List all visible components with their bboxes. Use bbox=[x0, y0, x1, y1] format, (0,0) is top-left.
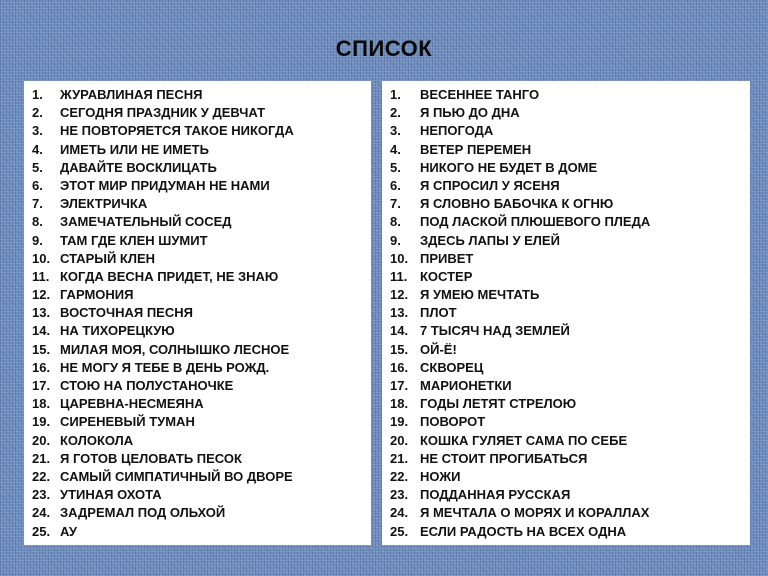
list-item-number: 9. bbox=[390, 232, 401, 248]
list-item bbox=[382, 304, 750, 322]
list-item-number: 11. bbox=[390, 268, 408, 284]
list-item-title: ПОД ЛАСКОЙ ПЛЮШЕВОГО ПЛЕДА bbox=[420, 214, 651, 230]
list-item-number: 19. bbox=[390, 414, 409, 430]
list-item-number: 22. bbox=[390, 468, 409, 484]
list-item-number: 21. bbox=[390, 450, 409, 466]
list-item bbox=[24, 359, 371, 377]
list-item-title: ВОСТОЧНАЯ ПЕСНЯ bbox=[60, 305, 193, 321]
list-item bbox=[24, 268, 371, 286]
list-item-title: ЗДЕСЬ ЛАПЫ У ЕЛЕЙ bbox=[420, 232, 560, 248]
list-item-title: КОШКА ГУЛЯЕТ САМА ПО СЕБЕ bbox=[420, 432, 628, 448]
list-item-number: 13. bbox=[390, 305, 409, 321]
list-item-title: ПОДДАННАЯ РУССКАЯ bbox=[420, 487, 571, 503]
list-item-number: 4. bbox=[32, 141, 43, 157]
list-item-number: 16. bbox=[390, 359, 409, 375]
list-item-number: 24. bbox=[390, 505, 409, 521]
list-item-number: 16. bbox=[32, 359, 51, 375]
list-item-number: 5. bbox=[32, 159, 43, 175]
list-item bbox=[24, 250, 371, 268]
list-item bbox=[24, 304, 371, 322]
list-item bbox=[24, 122, 371, 140]
list-item-number: 18. bbox=[32, 396, 51, 412]
list-item-number: 13. bbox=[32, 305, 51, 321]
list-item-number: 8. bbox=[32, 214, 43, 230]
list-item bbox=[24, 141, 371, 159]
list-item-number: 17. bbox=[32, 378, 51, 393]
list-item-number: 11. bbox=[32, 268, 50, 284]
list-item-number: 22. bbox=[32, 468, 51, 484]
list-item bbox=[382, 450, 750, 468]
list-item-number: 21. bbox=[32, 450, 51, 466]
list-item-number: 15. bbox=[32, 341, 51, 357]
list-item-title: ЕСЛИ РАДОСТЬ НА ВСЕХ ОДНА bbox=[420, 523, 627, 539]
list-item-number: 18. bbox=[390, 396, 409, 412]
list-item-number: 19. bbox=[32, 414, 51, 430]
list-item bbox=[24, 468, 371, 486]
list-item-title: СТОЮ НА ПОЛУСТАНОЧКЕ bbox=[60, 378, 234, 393]
list-item-title: АУ bbox=[60, 523, 77, 539]
list-item-number: 5. bbox=[390, 159, 401, 175]
list-item-number: 20. bbox=[390, 432, 409, 448]
list-item-number: 24. bbox=[32, 505, 51, 521]
left-song-list-panel bbox=[24, 81, 371, 545]
list-item bbox=[24, 377, 371, 395]
list-item-title: ОЙ-Ё! bbox=[420, 341, 457, 357]
list-item bbox=[24, 322, 371, 340]
list-item bbox=[24, 413, 371, 431]
list-item bbox=[382, 232, 750, 250]
list-item bbox=[24, 159, 371, 177]
list-item bbox=[24, 523, 371, 541]
list-item-number: 9. bbox=[32, 232, 43, 248]
list-item-title: СКВОРЕЦ bbox=[420, 359, 484, 375]
list-item-number: 1. bbox=[32, 87, 43, 102]
list-item bbox=[382, 86, 750, 104]
list-item-title: Я МЕЧТАЛА О МОРЯХ И КОРАЛЛАХ bbox=[420, 505, 650, 521]
list-item-number: 7. bbox=[32, 196, 43, 212]
list-item bbox=[24, 486, 371, 504]
list-item-number: 15. bbox=[390, 341, 409, 357]
list-item bbox=[382, 395, 750, 413]
list-item-title: СИРЕНЕВЫЙ ТУМАН bbox=[60, 414, 195, 430]
list-item-title: 7 ТЫСЯЧ НАД ЗЕМЛЕЙ bbox=[420, 323, 570, 339]
list-item-number: 2. bbox=[390, 105, 401, 121]
list-item-number: 25. bbox=[32, 523, 51, 539]
list-item-title: ТАМ ГДЕ КЛЕН ШУМИТ bbox=[60, 232, 208, 248]
list-item-title: ПОВОРОТ bbox=[420, 414, 486, 430]
list-item bbox=[382, 286, 750, 304]
list-item bbox=[382, 377, 750, 395]
list-item-number: 14. bbox=[390, 323, 409, 339]
list-item bbox=[382, 523, 750, 541]
list-item bbox=[382, 322, 750, 340]
list-item-title: ГОДЫ ЛЕТЯТ СТРЕЛОЮ bbox=[420, 396, 577, 412]
list-item bbox=[24, 213, 371, 231]
list-item-number: 10. bbox=[390, 250, 409, 266]
list-item-title: УТИНАЯ ОХОТА bbox=[60, 487, 162, 503]
list-item-title: НОЖИ bbox=[420, 468, 461, 484]
list-item-number: 4. bbox=[390, 141, 401, 157]
list-item-number: 20. bbox=[32, 432, 51, 448]
list-item-title: СЕГОДНЯ ПРАЗДНИК У ДЕВЧАТ bbox=[60, 105, 266, 121]
list-item-number: 6. bbox=[32, 177, 43, 193]
list-item bbox=[382, 468, 750, 486]
list-item bbox=[24, 432, 371, 450]
list-item bbox=[382, 359, 750, 377]
list-item-title: ЭТОТ МИР ПРИДУМАН НЕ НАМИ bbox=[60, 177, 270, 193]
list-item-number: 6. bbox=[390, 177, 401, 193]
list-item bbox=[24, 341, 371, 359]
list-item-title: ДАВАЙТЕ ВОСКЛИЦАТЬ bbox=[60, 159, 217, 175]
list-item-number: 23. bbox=[32, 487, 51, 503]
list-item-title: НЕ СТОИТ ПРОГИБАТЬСЯ bbox=[420, 450, 588, 466]
list-item-title: ЗАДРЕМАЛ ПОД ОЛЬХОЙ bbox=[60, 505, 226, 521]
list-item bbox=[24, 395, 371, 413]
list-item-title: НЕПОГОДА bbox=[420, 123, 494, 139]
list-item-title: ЖУРАВЛИНАЯ ПЕСНЯ bbox=[60, 87, 203, 102]
list-item-title: ВЕСЕННЕЕ ТАНГО bbox=[420, 87, 540, 102]
list-item-title: Я СЛОВНО БАБОЧКА К ОГНЮ bbox=[420, 196, 614, 212]
list-item-number: 3. bbox=[32, 123, 43, 139]
list-item-title: ПЛОТ bbox=[420, 305, 457, 321]
right-song-list bbox=[382, 86, 750, 541]
list-item-title: КОЛОКОЛА bbox=[60, 432, 134, 448]
list-item-number: 7. bbox=[390, 196, 401, 212]
list-item bbox=[24, 504, 371, 522]
list-item-number: 3. bbox=[390, 123, 401, 139]
list-item bbox=[24, 86, 371, 104]
list-item-title: ЗАМЕЧАТЕЛЬНЫЙ СОСЕД bbox=[60, 214, 232, 230]
list-item-number: 14. bbox=[32, 323, 51, 339]
list-item bbox=[382, 486, 750, 504]
list-item-number: 8. bbox=[390, 214, 401, 230]
list-item-number: 2. bbox=[32, 105, 43, 121]
list-item bbox=[24, 195, 371, 213]
list-item-title: НЕ МОГУ Я ТЕБЕ В ДЕНЬ РОЖД. bbox=[60, 359, 270, 375]
list-item-number: 12. bbox=[32, 287, 51, 303]
list-item-title: ПРИВЕТ bbox=[420, 250, 474, 266]
list-item-title: Я ПЬЮ ДО ДНА bbox=[420, 105, 520, 121]
list-item bbox=[382, 504, 750, 522]
list-item-title: ГАРМОНИЯ bbox=[60, 287, 134, 303]
list-item bbox=[382, 122, 750, 140]
list-item-title: Я УМЕЮ МЕЧТАТЬ bbox=[420, 287, 540, 303]
list-item-title: НИКОГО НЕ БУДЕТ В ДОМЕ bbox=[420, 159, 598, 175]
list-item-title: Я ГОТОВ ЦЕЛОВАТЬ ПЕСОК bbox=[60, 450, 242, 466]
left-song-list bbox=[24, 86, 371, 541]
list-item bbox=[382, 268, 750, 286]
list-item-title: НА ТИХОРЕЦКУЮ bbox=[60, 323, 175, 339]
list-item-title: МИЛАЯ МОЯ, СОЛНЫШКО ЛЕСНОЕ bbox=[60, 341, 290, 357]
list-item bbox=[24, 104, 371, 122]
list-item bbox=[382, 432, 750, 450]
list-item bbox=[382, 195, 750, 213]
list-item-title: СТАРЫЙ КЛЕН bbox=[60, 250, 156, 266]
page-title: СПИСОК bbox=[335, 36, 433, 61]
list-item-title: Я СПРОСИЛ У ЯСЕНЯ bbox=[420, 177, 560, 193]
right-song-list-panel bbox=[382, 81, 750, 545]
list-item-title: ЦАРЕВНА-НЕСМЕЯНА bbox=[60, 396, 204, 412]
list-item-title: НЕ ПОВТОРЯЕТСЯ ТАКОЕ НИКОГДА bbox=[60, 123, 294, 139]
list-item bbox=[382, 250, 750, 268]
list-item bbox=[382, 213, 750, 231]
list-item bbox=[382, 341, 750, 359]
list-item bbox=[382, 159, 750, 177]
list-item-number: 1. bbox=[390, 87, 401, 102]
list-item-number: 25. bbox=[390, 523, 409, 539]
list-item bbox=[24, 450, 371, 468]
list-item-title: КОГДА ВЕСНА ПРИДЕТ, НЕ ЗНАЮ bbox=[60, 268, 279, 284]
list-item bbox=[382, 413, 750, 431]
list-item bbox=[24, 177, 371, 195]
list-item-title: САМЫЙ СИМПАТИЧНЫЙ ВО ДВОРЕ bbox=[60, 468, 293, 484]
list-item bbox=[382, 177, 750, 195]
list-item-number: 12. bbox=[390, 287, 409, 303]
list-item-number: 17. bbox=[390, 378, 409, 393]
list-item-title: ИМЕТЬ ИЛИ НЕ ИМЕТЬ bbox=[60, 141, 209, 157]
list-item bbox=[24, 232, 371, 250]
list-item-number: 10. bbox=[32, 250, 51, 266]
list-item bbox=[382, 104, 750, 122]
list-item bbox=[382, 141, 750, 159]
list-item-title: МАРИОНЕТКИ bbox=[420, 378, 512, 393]
list-item-title: КОСТЕР bbox=[420, 268, 473, 284]
list-item-title: ЭЛЕКТРИЧКА bbox=[60, 196, 148, 212]
list-item-title: ВЕТЕР ПЕРЕМЕН bbox=[420, 141, 532, 157]
list-item-number: 23. bbox=[390, 487, 409, 503]
list-item bbox=[24, 286, 371, 304]
